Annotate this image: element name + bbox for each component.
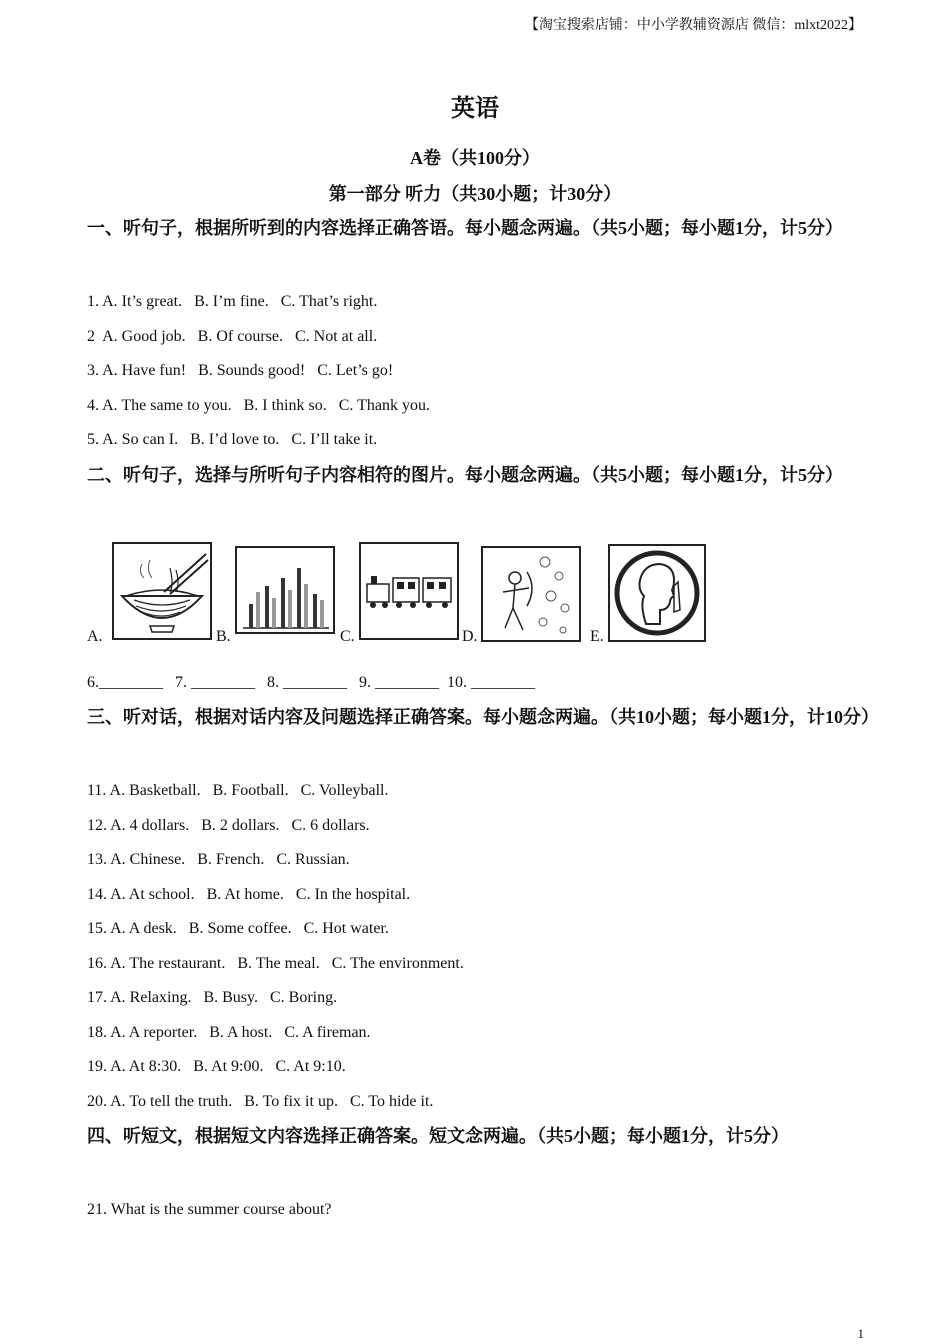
question-4: 4. A. The same to you. B. I think so. C. Thank you. — [87, 397, 430, 414]
question-17: 17. A. Relaxing. B. Busy. C. Boring. — [87, 989, 338, 1006]
section-2-heading: 二、听句子，选择与所听句子内容相符的图片。每小题念两遍。（共5小题；每小题1分，计5分） — [87, 465, 843, 485]
answer-blanks: 6.________ 7. ________ 8. ________ 9. ________ 10. ________ — [87, 674, 535, 691]
noodle-bowl-picture — [112, 542, 212, 640]
part-title: 第一部分 听力（共30小题；计30分） — [328, 184, 622, 204]
train-picture — [359, 542, 459, 640]
question-16: 16. A. The restaurant. B. The meal. C. The environment. — [87, 955, 464, 972]
question-13: 13. A. Chinese. B. French. C. Russian. — [87, 851, 350, 868]
question-5: 5. A. So can I. B. I’d love to. C. I’ll take it. — [87, 431, 378, 448]
question-3: 3. A. Have fun! B. Sounds good! C. Let’s go! — [87, 362, 394, 379]
question-2: 2 A. Good job. B. Of course. C. Not at all. — [87, 328, 378, 345]
question-12: 12. A. 4 dollars. B. 2 dollars. C. 6 dollars. — [87, 817, 370, 834]
quiet-sign-picture — [608, 544, 706, 642]
question-19: 19. A. At 8:30. B. At 9:00. C. At 9:10. — [87, 1058, 346, 1075]
question-1: 1. A. It’s great. B. I’m fine. C. That’s right. — [87, 293, 378, 310]
archer-picture — [481, 546, 581, 642]
question-15: 15. A. A desk. B. Some coffee. C. Hot water. — [87, 920, 389, 937]
question-20: 20. A. To tell the truth. B. To fix it up. C. To hide it. — [87, 1093, 434, 1110]
picture-label-a: A. — [87, 628, 103, 645]
page-title: 英语 — [451, 96, 499, 122]
question-21: 21. What is the summer course about? — [87, 1201, 332, 1218]
question-11: 11. A. Basketball. B. Football. C. Volleyball. — [87, 782, 389, 799]
section-4-heading: 四、听短文，根据短文内容选择正确答案。短文念两遍。（共5小题；每小题1分，计5分） — [87, 1126, 789, 1146]
question-18: 18. A. A reporter. B. A host. C. A fireman. — [87, 1024, 371, 1041]
header-note: 【淘宝搜索店铺：中小学教辅资源店 微信：mlxt2022】 — [524, 18, 862, 33]
bar-chart-picture — [235, 546, 335, 634]
picture-label-b: B. — [216, 628, 231, 645]
picture-label-e: E. — [590, 628, 604, 645]
section-1-heading: 一、听句子，根据所听到的内容选择正确答语。每小题念两遍。（共5小题；每小题1分，计5分） — [87, 218, 843, 238]
section-3-heading: 三、听对话，根据对话内容及问题选择正确答案。每小题念两遍。（共10小题；每小题1分，计10分） — [87, 707, 879, 727]
page-number: 1 — [857, 1326, 864, 1341]
picture-label-c: C. — [340, 628, 355, 645]
picture-label-d: D. — [462, 628, 478, 645]
paper-subtitle: A卷（共100分） — [410, 148, 540, 168]
question-14: 14. A. At school. B. At home. C. In the hospital. — [87, 886, 411, 903]
picture-row — [87, 540, 787, 650]
